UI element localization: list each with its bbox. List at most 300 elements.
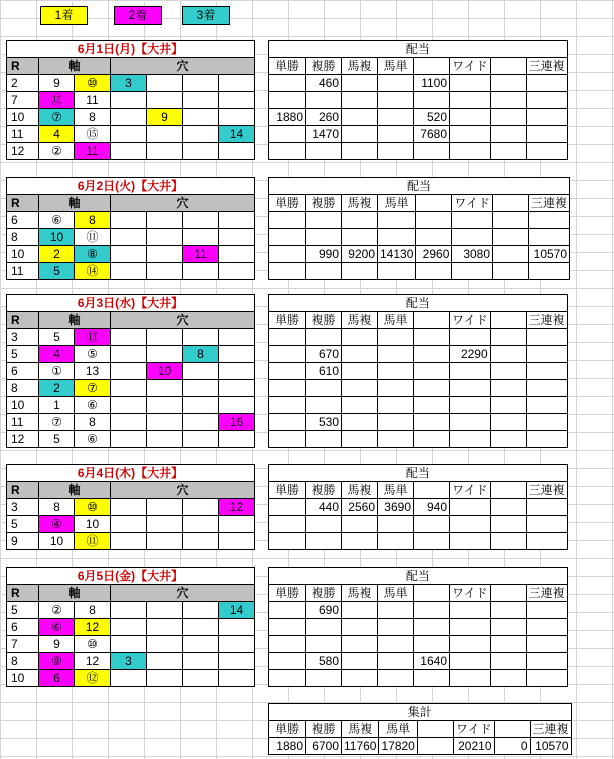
axis-horse-cell[interactable]: ⑥ <box>75 397 111 414</box>
payout-cell[interactable] <box>378 346 414 363</box>
payout-header[interactable] <box>490 585 526 602</box>
payout-cell[interactable] <box>306 533 342 550</box>
payout-cell[interactable] <box>269 431 306 448</box>
payout-cell[interactable] <box>490 109 526 126</box>
dark-horse-cell[interactable] <box>147 263 183 280</box>
dark-horse-cell[interactable] <box>147 329 183 346</box>
dark-horse-cell[interactable] <box>111 602 147 619</box>
payout-cell[interactable] <box>529 229 570 246</box>
race-number-header[interactable]: R <box>7 312 39 329</box>
payout-cell[interactable] <box>414 363 450 380</box>
axis-horse-cell[interactable]: 10 <box>39 229 75 246</box>
payout-cell[interactable] <box>378 653 414 670</box>
race-number-header[interactable]: R <box>7 482 39 499</box>
payout-cell[interactable] <box>342 380 378 397</box>
payout-header[interactable]: ワイド <box>450 58 491 75</box>
dark-horse-cell[interactable] <box>183 670 219 687</box>
payout-cell[interactable] <box>269 263 306 280</box>
payout-header[interactable]: 馬複 <box>342 312 378 329</box>
payout-cell[interactable] <box>342 363 378 380</box>
dark-horse-cell[interactable] <box>183 414 219 431</box>
payout-cell[interactable] <box>414 329 450 346</box>
payout-cell[interactable]: 690 <box>306 602 342 619</box>
payout-cell[interactable] <box>342 109 378 126</box>
payout-cell[interactable] <box>414 92 450 109</box>
payout-cell[interactable] <box>378 397 414 414</box>
dark-horse-cell[interactable] <box>219 346 255 363</box>
axis-horse-cell[interactable]: ⑫ <box>39 92 75 109</box>
dark-horse-cell[interactable] <box>111 263 147 280</box>
dark-horse-cell[interactable] <box>183 143 219 160</box>
axis-horse-cell[interactable]: 9 <box>39 636 75 653</box>
dark-horse-cell[interactable] <box>147 653 183 670</box>
payout-cell[interactable] <box>414 380 450 397</box>
payout-cell[interactable]: 3690 <box>378 499 414 516</box>
payout-cell[interactable] <box>342 263 378 280</box>
summary-cell[interactable] <box>417 738 453 755</box>
race-number[interactable]: 10 <box>7 246 39 263</box>
dark-horse-cell[interactable] <box>111 380 147 397</box>
dark-horse-cell[interactable] <box>147 533 183 550</box>
dark-horse-cell[interactable] <box>147 126 183 143</box>
axis-horse-cell[interactable]: ⑧ <box>39 653 75 670</box>
race-number[interactable]: 10 <box>7 109 39 126</box>
dark-horse-cell[interactable] <box>111 246 147 263</box>
axis-horse-cell[interactable]: 2 <box>39 380 75 397</box>
payout-cell[interactable] <box>490 499 526 516</box>
dark-horse-cell[interactable] <box>183 329 219 346</box>
axis-horse-cell[interactable]: ⑭ <box>75 263 111 280</box>
payout-cell[interactable] <box>414 431 450 448</box>
dark-horse-cell[interactable] <box>183 229 219 246</box>
payout-cell[interactable] <box>342 143 378 160</box>
dark-horse-cell[interactable] <box>183 126 219 143</box>
payout-header[interactable] <box>490 312 526 329</box>
payout-cell[interactable] <box>490 516 526 533</box>
day-title[interactable]: 6月5日(金)【大井】 <box>7 568 255 585</box>
dark-horse-cell[interactable] <box>147 380 183 397</box>
axis-horse-cell[interactable]: ⑩ <box>75 499 111 516</box>
payout-cell[interactable]: 990 <box>306 246 342 263</box>
dark-horse-cell[interactable] <box>111 397 147 414</box>
summary-cell[interactable]: 11760 <box>342 738 379 755</box>
axis-horse-cell[interactable]: ⑧ <box>75 246 111 263</box>
payout-cell[interactable] <box>526 397 567 414</box>
dark-horse-cell[interactable] <box>183 653 219 670</box>
payout-cell[interactable] <box>526 75 567 92</box>
payout-cell[interactable] <box>306 212 342 229</box>
dark-horse-cell[interactable] <box>111 670 147 687</box>
payout-cell[interactable] <box>450 602 491 619</box>
dark-horse-cell[interactable] <box>147 143 183 160</box>
dark-horse-cell[interactable] <box>111 533 147 550</box>
payout-cell[interactable] <box>526 431 567 448</box>
payout-cell[interactable] <box>450 363 491 380</box>
payout-cell[interactable]: 2560 <box>342 499 378 516</box>
payout-cell[interactable] <box>342 431 378 448</box>
payout-title[interactable]: 配当 <box>269 295 568 312</box>
payout-cell[interactable] <box>306 670 342 687</box>
payout-cell[interactable] <box>414 602 450 619</box>
payout-cell[interactable] <box>378 92 414 109</box>
dark-horse-cell[interactable] <box>147 414 183 431</box>
dark-horse-header[interactable]: 穴 <box>111 482 255 499</box>
payout-cell[interactable] <box>342 653 378 670</box>
dark-horse-cell[interactable] <box>183 92 219 109</box>
payout-cell[interactable] <box>490 636 526 653</box>
payout-cell[interactable] <box>342 329 378 346</box>
payout-cell[interactable]: 580 <box>306 653 342 670</box>
dark-horse-cell[interactable]: 16 <box>219 414 255 431</box>
payout-cell[interactable] <box>450 329 491 346</box>
dark-horse-cell[interactable] <box>111 431 147 448</box>
payout-cell[interactable] <box>269 533 306 550</box>
race-number-header[interactable]: R <box>7 195 39 212</box>
day-title[interactable]: 6月4日(木)【大井】 <box>7 465 255 482</box>
payout-cell[interactable] <box>414 346 450 363</box>
payout-cell[interactable] <box>269 246 306 263</box>
dark-horse-header[interactable]: 穴 <box>111 585 255 602</box>
axis-horse-cell[interactable]: 10 <box>39 533 75 550</box>
payout-cell[interactable] <box>526 143 567 160</box>
payout-header[interactable]: 複勝 <box>306 585 342 602</box>
payout-cell[interactable] <box>378 126 414 143</box>
payout-header[interactable]: 複勝 <box>306 195 342 212</box>
payout-cell[interactable] <box>269 329 306 346</box>
payout-cell[interactable] <box>526 363 567 380</box>
day-title[interactable]: 6月1日(月)【大井】 <box>7 41 255 58</box>
payout-cell[interactable] <box>269 636 306 653</box>
payout-cell[interactable]: 940 <box>414 499 450 516</box>
payout-cell[interactable] <box>450 380 491 397</box>
payout-cell[interactable]: 1100 <box>414 75 450 92</box>
payout-cell[interactable] <box>450 109 491 126</box>
payout-cell[interactable] <box>526 92 567 109</box>
summary-cell[interactable]: 6700 <box>306 738 342 755</box>
payout-header[interactable]: 馬複 <box>342 482 378 499</box>
race-number[interactable]: 6 <box>7 212 39 229</box>
payout-cell[interactable] <box>306 431 342 448</box>
payout-header[interactable]: 馬単 <box>378 312 414 329</box>
summary-cell[interactable]: 20210 <box>453 738 494 755</box>
payout-cell[interactable] <box>450 126 491 143</box>
payout-header[interactable]: 三連複 <box>526 58 567 75</box>
payout-cell[interactable] <box>490 75 526 92</box>
payout-cell[interactable] <box>490 143 526 160</box>
payout-cell[interactable] <box>378 636 414 653</box>
dark-horse-cell[interactable] <box>219 670 255 687</box>
payout-cell[interactable] <box>450 92 491 109</box>
dark-horse-cell[interactable] <box>219 516 255 533</box>
payout-cell[interactable] <box>378 329 414 346</box>
payout-cell[interactable] <box>342 212 378 229</box>
axis-horse-cell[interactable]: ⑪ <box>75 229 111 246</box>
payout-cell[interactable] <box>490 346 526 363</box>
axis-horse-cell[interactable]: 4 <box>39 126 75 143</box>
dark-horse-cell[interactable] <box>111 619 147 636</box>
payout-header[interactable]: 複勝 <box>306 721 342 738</box>
payout-cell[interactable]: 10570 <box>529 246 570 263</box>
axis-horse-cell[interactable]: ⑪ <box>75 533 111 550</box>
payout-cell[interactable] <box>490 602 526 619</box>
payout-cell[interactable] <box>342 414 378 431</box>
axis-horse-cell[interactable]: 2 <box>39 246 75 263</box>
dark-horse-cell[interactable]: 8 <box>183 346 219 363</box>
payout-cell[interactable] <box>378 414 414 431</box>
dark-horse-cell[interactable] <box>183 212 219 229</box>
dark-horse-cell[interactable]: 12 <box>219 499 255 516</box>
dark-horse-cell[interactable] <box>219 329 255 346</box>
payout-cell[interactable] <box>378 363 414 380</box>
payout-cell[interactable] <box>450 75 491 92</box>
payout-cell[interactable] <box>342 397 378 414</box>
dark-horse-cell[interactable] <box>111 212 147 229</box>
payout-cell[interactable] <box>526 329 567 346</box>
axis-horse-cell[interactable]: 8 <box>75 109 111 126</box>
payout-cell[interactable] <box>529 263 570 280</box>
payout-cell[interactable] <box>269 143 306 160</box>
payout-cell[interactable] <box>490 363 526 380</box>
payout-cell[interactable] <box>526 126 567 143</box>
payout-cell[interactable] <box>306 329 342 346</box>
payout-cell[interactable] <box>493 229 529 246</box>
dark-horse-cell[interactable] <box>111 516 147 533</box>
payout-cell[interactable] <box>342 619 378 636</box>
dark-horse-cell[interactable] <box>147 212 183 229</box>
payout-cell[interactable] <box>269 619 306 636</box>
axis-horse-cell[interactable]: 10 <box>75 516 111 533</box>
payout-cell[interactable] <box>306 92 342 109</box>
dark-horse-cell[interactable] <box>219 431 255 448</box>
race-number[interactable]: 5 <box>7 516 39 533</box>
payout-title[interactable]: 配当 <box>269 41 568 58</box>
payout-cell[interactable] <box>526 653 567 670</box>
payout-cell[interactable] <box>526 636 567 653</box>
dark-horse-cell[interactable] <box>183 397 219 414</box>
payout-title[interactable]: 配当 <box>269 568 568 585</box>
axis-horse-cell[interactable]: ⑦ <box>75 380 111 397</box>
axis-horse-cell[interactable]: 6 <box>39 670 75 687</box>
payout-cell[interactable]: 610 <box>306 363 342 380</box>
payout-cell[interactable] <box>414 619 450 636</box>
payout-cell[interactable] <box>342 636 378 653</box>
race-number[interactable]: 2 <box>7 75 39 92</box>
dark-horse-cell[interactable] <box>219 229 255 246</box>
payout-cell[interactable] <box>450 499 491 516</box>
payout-cell[interactable] <box>269 670 306 687</box>
payout-cell[interactable] <box>269 602 306 619</box>
payout-cell[interactable] <box>269 212 306 229</box>
dark-horse-cell[interactable] <box>219 109 255 126</box>
payout-cell[interactable]: 260 <box>306 109 342 126</box>
payout-cell[interactable] <box>342 670 378 687</box>
payout-header[interactable] <box>490 58 526 75</box>
dark-horse-cell[interactable] <box>183 619 219 636</box>
race-number[interactable]: 11 <box>7 263 39 280</box>
payout-header[interactable] <box>414 312 450 329</box>
dark-horse-cell[interactable] <box>111 329 147 346</box>
payout-header[interactable]: 三連複 <box>526 482 567 499</box>
race-number[interactable]: 11 <box>7 126 39 143</box>
race-number[interactable]: 6 <box>7 363 39 380</box>
payout-header[interactable] <box>493 195 529 212</box>
payout-cell[interactable] <box>490 431 526 448</box>
dark-horse-cell[interactable] <box>183 431 219 448</box>
axis-horse-cell[interactable]: ⑥ <box>39 212 75 229</box>
dark-horse-cell[interactable] <box>111 229 147 246</box>
payout-cell[interactable] <box>306 636 342 653</box>
axis-horse-cell[interactable]: 8 <box>75 602 111 619</box>
dark-horse-cell[interactable] <box>147 636 183 653</box>
dark-horse-cell[interactable] <box>147 246 183 263</box>
payout-cell[interactable] <box>450 516 491 533</box>
summary-title[interactable]: 集計 <box>269 704 572 721</box>
payout-cell[interactable] <box>306 263 342 280</box>
payout-cell[interactable] <box>490 670 526 687</box>
payout-cell[interactable] <box>342 516 378 533</box>
dark-horse-cell[interactable]: 9 <box>147 109 183 126</box>
payout-cell[interactable] <box>378 380 414 397</box>
axis-header[interactable]: 軸 <box>39 58 111 75</box>
axis-horse-cell[interactable]: ⑥ <box>39 619 75 636</box>
axis-horse-cell[interactable]: 5 <box>39 329 75 346</box>
payout-cell[interactable] <box>490 397 526 414</box>
payout-header[interactable]: ワイド <box>450 482 491 499</box>
dark-horse-cell[interactable] <box>111 346 147 363</box>
dark-horse-cell[interactable] <box>147 229 183 246</box>
race-number[interactable]: 11 <box>7 414 39 431</box>
race-number[interactable]: 8 <box>7 380 39 397</box>
payout-cell[interactable] <box>450 533 491 550</box>
dark-horse-cell[interactable] <box>219 533 255 550</box>
payout-cell[interactable] <box>526 516 567 533</box>
payout-cell[interactable] <box>490 329 526 346</box>
dark-horse-cell[interactable] <box>183 363 219 380</box>
payout-title[interactable]: 配当 <box>269 465 568 482</box>
payout-cell[interactable] <box>490 380 526 397</box>
dark-horse-header[interactable]: 穴 <box>111 58 255 75</box>
axis-horse-cell[interactable]: 13 <box>75 363 111 380</box>
dark-horse-header[interactable]: 穴 <box>111 195 255 212</box>
dark-horse-cell[interactable]: 10 <box>147 363 183 380</box>
payout-cell[interactable]: 460 <box>306 75 342 92</box>
payout-cell[interactable] <box>414 143 450 160</box>
payout-header[interactable]: 複勝 <box>306 58 342 75</box>
axis-horse-cell[interactable]: ④ <box>39 516 75 533</box>
payout-header[interactable] <box>414 585 450 602</box>
payout-header[interactable]: 馬単 <box>378 58 414 75</box>
payout-cell[interactable] <box>450 670 491 687</box>
dark-horse-cell[interactable] <box>147 602 183 619</box>
payout-cell[interactable] <box>529 212 570 229</box>
payout-header[interactable] <box>417 721 453 738</box>
dark-horse-cell[interactable] <box>147 397 183 414</box>
payout-cell[interactable]: 520 <box>414 109 450 126</box>
dark-horse-cell[interactable] <box>183 533 219 550</box>
payout-cell[interactable] <box>526 602 567 619</box>
payout-cell[interactable] <box>450 619 491 636</box>
dark-horse-cell[interactable]: 3 <box>111 75 147 92</box>
payout-cell[interactable] <box>526 346 567 363</box>
payout-cell[interactable] <box>450 397 491 414</box>
payout-cell[interactable] <box>306 380 342 397</box>
payout-cell[interactable] <box>526 380 567 397</box>
payout-cell[interactable] <box>269 414 306 431</box>
payout-cell[interactable] <box>526 414 567 431</box>
payout-cell[interactable] <box>378 533 414 550</box>
dark-horse-cell[interactable] <box>219 246 255 263</box>
axis-horse-cell[interactable]: 8 <box>75 414 111 431</box>
dark-horse-cell[interactable] <box>111 126 147 143</box>
payout-cell[interactable] <box>452 212 493 229</box>
race-number[interactable]: 12 <box>7 431 39 448</box>
payout-header[interactable]: ワイド <box>450 585 491 602</box>
payout-cell[interactable] <box>414 636 450 653</box>
axis-horse-cell[interactable]: ⑦ <box>39 414 75 431</box>
payout-header[interactable]: 三連複 <box>529 195 570 212</box>
axis-horse-cell[interactable]: ⑥ <box>75 431 111 448</box>
dark-horse-cell[interactable] <box>219 363 255 380</box>
dark-horse-cell[interactable] <box>147 670 183 687</box>
axis-horse-cell[interactable]: ② <box>39 602 75 619</box>
payout-cell[interactable]: 1880 <box>269 109 306 126</box>
dark-horse-cell[interactable]: 14 <box>219 602 255 619</box>
payout-header[interactable]: 馬単 <box>378 585 414 602</box>
dark-horse-cell[interactable] <box>147 75 183 92</box>
dark-horse-header[interactable]: 穴 <box>111 312 255 329</box>
race-number[interactable]: 10 <box>7 397 39 414</box>
payout-cell[interactable] <box>342 346 378 363</box>
payout-cell[interactable]: 1470 <box>306 126 342 143</box>
payout-cell[interactable] <box>416 229 452 246</box>
dark-horse-cell[interactable] <box>183 380 219 397</box>
payout-cell[interactable] <box>414 533 450 550</box>
payout-cell[interactable] <box>306 229 342 246</box>
payout-cell[interactable] <box>269 653 306 670</box>
dark-horse-cell[interactable] <box>183 263 219 280</box>
axis-horse-cell[interactable]: ⑤ <box>75 346 111 363</box>
payout-header[interactable] <box>414 482 450 499</box>
race-number-header[interactable]: R <box>7 585 39 602</box>
dark-horse-cell[interactable] <box>183 109 219 126</box>
payout-cell[interactable] <box>269 397 306 414</box>
payout-header[interactable]: 単勝 <box>269 482 306 499</box>
dark-horse-cell[interactable]: 11 <box>183 246 219 263</box>
payout-cell[interactable] <box>493 246 529 263</box>
payout-cell[interactable] <box>490 126 526 143</box>
payout-cell[interactable] <box>378 516 414 533</box>
axis-header[interactable]: 軸 <box>39 312 111 329</box>
payout-cell[interactable] <box>490 619 526 636</box>
payout-cell[interactable] <box>269 516 306 533</box>
payout-header[interactable]: 三連複 <box>526 312 567 329</box>
summary-cell[interactable]: 17820 <box>379 738 417 755</box>
payout-cell[interactable]: 9200 <box>342 246 378 263</box>
axis-horse-cell[interactable]: ⑩ <box>75 636 111 653</box>
payout-cell[interactable]: 7680 <box>414 126 450 143</box>
dark-horse-cell[interactable] <box>147 619 183 636</box>
race-number[interactable]: 8 <box>7 229 39 246</box>
payout-cell[interactable] <box>269 346 306 363</box>
payout-cell[interactable] <box>450 431 491 448</box>
dark-horse-cell[interactable] <box>219 653 255 670</box>
payout-header[interactable] <box>414 58 450 75</box>
payout-cell[interactable] <box>526 533 567 550</box>
payout-cell[interactable] <box>306 143 342 160</box>
payout-header[interactable]: 単勝 <box>269 312 306 329</box>
day-title[interactable]: 6月3日(水)【大井】 <box>7 295 255 312</box>
payout-cell[interactable] <box>378 619 414 636</box>
